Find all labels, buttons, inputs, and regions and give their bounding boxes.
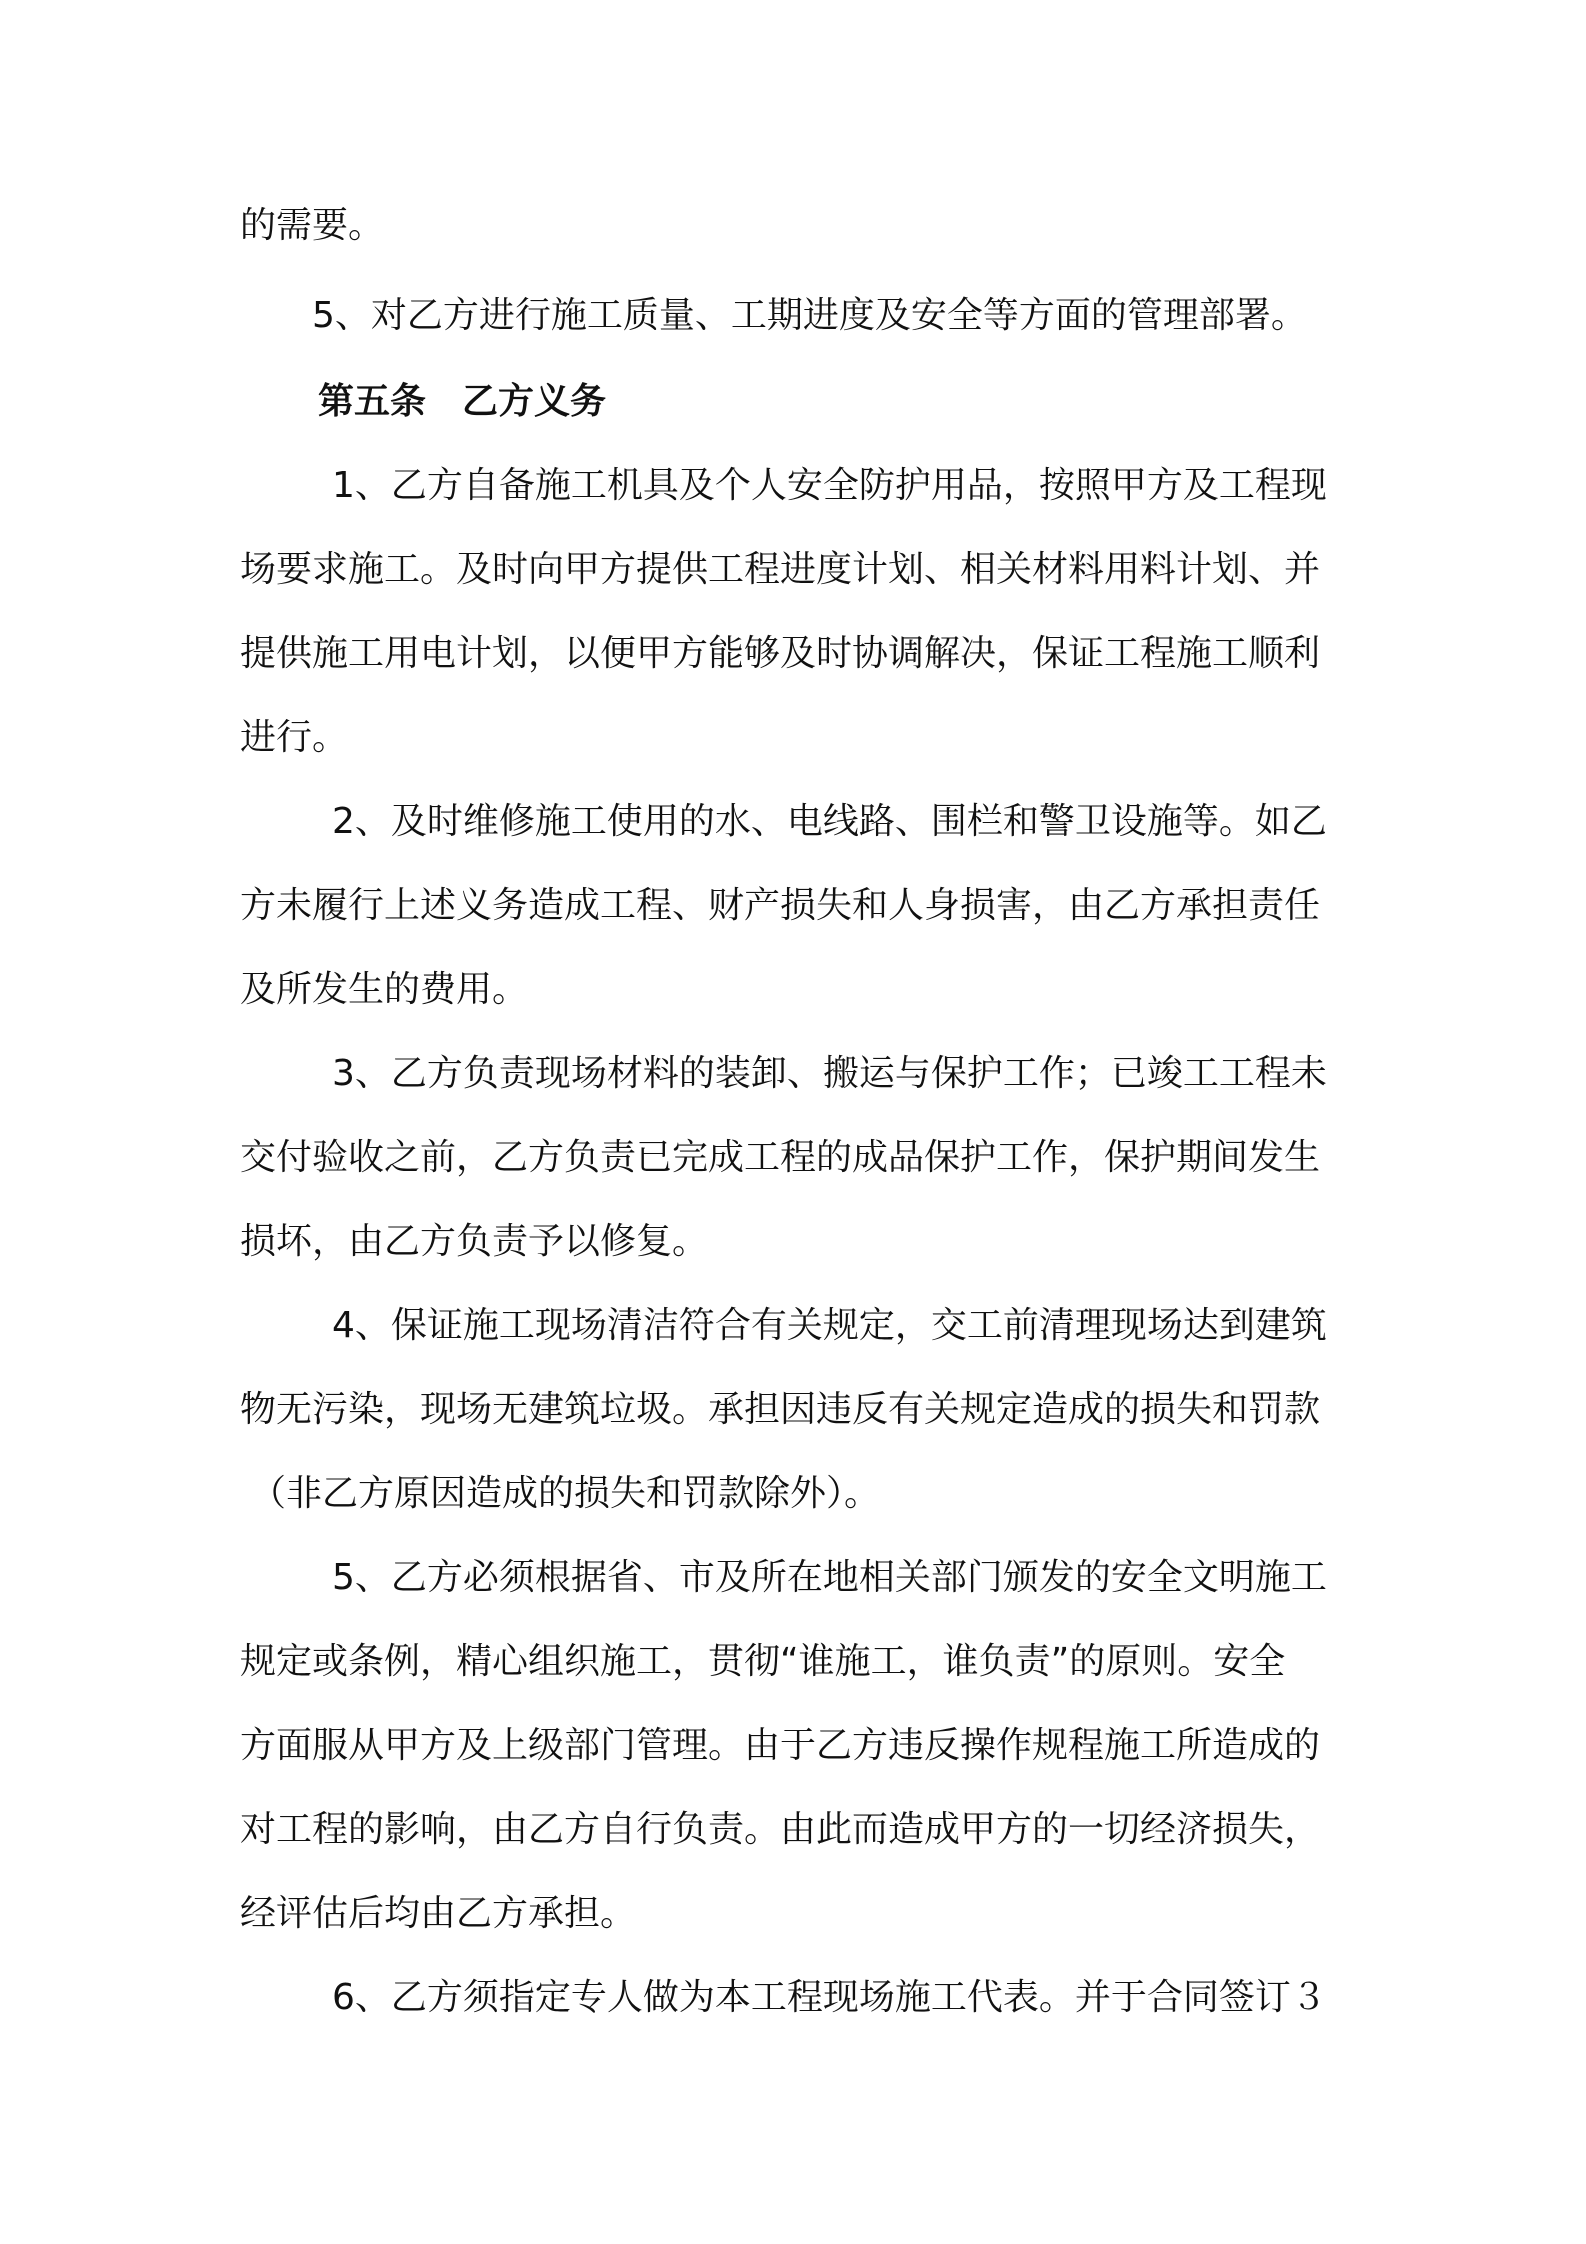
text-line: 5、乙方必须根据省、市及所在地相关部门颁发的安全文明施工 xyxy=(332,1557,1327,1598)
text-line: 方未履行上述义务造成工程、财产损失和人身损害，由乙方承担责任 xyxy=(240,885,1321,926)
text-line: 5、对乙方进行施工质量、工期进度及安全等方面的管理部署。 xyxy=(312,295,1307,336)
text-line: 的需要。 xyxy=(240,205,385,246)
text-line: 损坏，由乙方负责予以修复。 xyxy=(240,1221,709,1262)
text-line: 场要求施工。及时向甲方提供工程进度计划、相关材料用料计划、并 xyxy=(240,549,1321,590)
text-line: （非乙方原因造成的损失和罚款除外）。 xyxy=(250,1473,881,1514)
text-line: 规定或条例，精心组织施工，贯彻“谁施工，谁负责”的原则。安全 xyxy=(240,1641,1286,1682)
text-line: 进行。 xyxy=(240,717,349,758)
text-line: 及所发生的费用。 xyxy=(240,969,529,1010)
text-line: 1、乙方自备施工机具及个人安全防护用品，按照甲方及工程现 xyxy=(332,465,1327,506)
text-line: 对工程的影响，由乙方自行负责。由此而造成甲方的一切经济损失， xyxy=(240,1809,1321,1850)
text-line: 3、乙方负责现场材料的装卸、搬运与保护工作；已竣工工程未 xyxy=(332,1053,1327,1094)
text-line: 提供施工用电计划，以便甲方能够及时协调解决，保证工程施工顺利 xyxy=(240,633,1321,674)
text-line: 4、保证施工现场清洁符合有关规定，交工前清理现场达到建筑 xyxy=(332,1305,1327,1346)
text-line: 方面服从甲方及上级部门管理。由于乙方违反操作规程施工所造成的 xyxy=(240,1725,1321,1766)
text-line: 物无污染，现场无建筑垃圾。承担因违反有关规定造成的损失和罚款 xyxy=(240,1389,1321,1430)
section-heading: 第五条 乙方义务 xyxy=(318,381,607,422)
text-line: 6、乙方须指定专人做为本工程现场施工代表。并于合同签订３ xyxy=(332,1977,1327,2018)
text-line: 经评估后均由乙方承担。 xyxy=(240,1893,637,1934)
text-line: 交付验收之前，乙方负责已完成工程的成品保护工作，保护期间发生 xyxy=(240,1137,1321,1178)
text-line: 2、及时维修施工使用的水、电线路、围栏和警卫设施等。如乙 xyxy=(332,801,1327,842)
